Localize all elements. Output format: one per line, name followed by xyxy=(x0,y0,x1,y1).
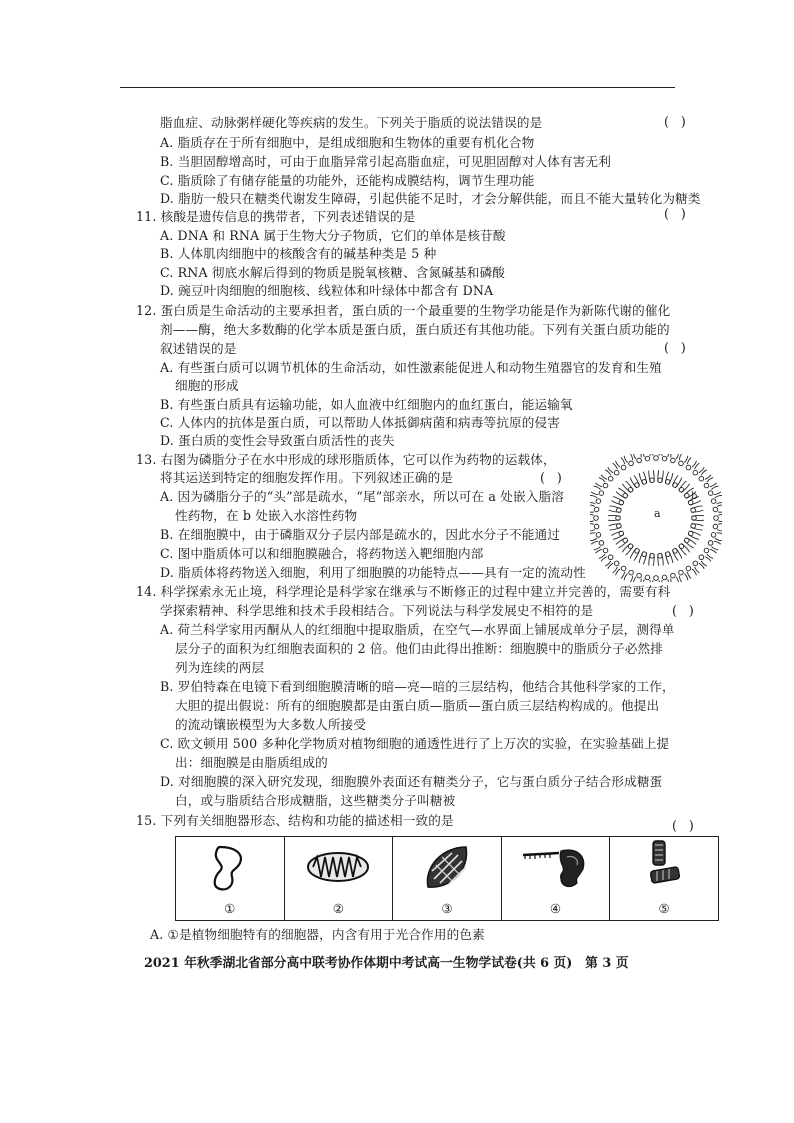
phospholipid-tail xyxy=(630,454,633,460)
phospholipid-head xyxy=(711,533,716,538)
phospholipid-tail xyxy=(671,579,673,582)
phospholipid-tail xyxy=(661,553,663,565)
q10-answer-paren: ( ) xyxy=(664,114,686,129)
phospholipid-tail xyxy=(717,505,722,507)
phospholipid-head xyxy=(645,575,650,580)
phospholipid-tail xyxy=(590,505,595,507)
q15-answer-paren: ( ) xyxy=(672,818,694,833)
phospholipid-tail xyxy=(718,521,722,522)
phospholipid-tail xyxy=(591,492,598,495)
phospholipid-tail xyxy=(668,579,670,582)
centrosome-icon xyxy=(639,839,689,895)
phospholipid-head xyxy=(686,566,691,571)
q14-option-a-cont1: 层分子的面积为红细胞表面积的 2 倍。他们由此得出推断：细胞膜中的脂质分子必然排 xyxy=(175,641,663,656)
q15-stem: 15. 下列有关细胞器形态、结构和功能的描述相一致的是 xyxy=(136,813,454,828)
liposome-diagram xyxy=(590,454,722,582)
phospholipid-head xyxy=(603,483,608,488)
phospholipid-head xyxy=(599,491,604,496)
phospholipid-head xyxy=(699,555,704,560)
phospholipid-head xyxy=(629,461,634,466)
q14-option-b: B. 罗伯特森在电镜下看到细胞膜清晰的暗—亮—暗的三层结构，他结合其他科学家的工作， xyxy=(160,679,675,694)
phospholipid-tail xyxy=(590,495,597,498)
organelle-cell-4 xyxy=(502,837,611,920)
q13-stem-1: 13. 右图为磷脂分子在水中形成的球形脂质体，它可以作为药物的运载体， xyxy=(136,452,556,467)
phospholipid-tail xyxy=(659,580,660,582)
phospholipid-tail xyxy=(662,454,663,456)
phospholipid-tail xyxy=(715,538,722,541)
q14-option-d-cont: 白，或与脂质结合形成糖脂，这些糖类分子叫糖被 xyxy=(175,793,456,808)
phospholipid-head xyxy=(608,476,613,481)
chloroplast-icon xyxy=(422,843,472,893)
phospholipid-tail xyxy=(633,577,636,582)
phospholipid-tail xyxy=(590,501,595,503)
phospholipid-tail xyxy=(639,579,641,582)
phospholipid-tail xyxy=(610,527,622,530)
q13-option-b: B. 在细胞膜中，由于磷脂双分子层内部是疏水的，因此水分子不能通过 xyxy=(160,527,561,542)
phospholipid-head xyxy=(621,465,626,470)
phospholipid-head xyxy=(679,461,684,466)
phospholipid-tail xyxy=(649,580,650,582)
phospholipid-tail xyxy=(710,483,717,487)
q14-option-c-cont: 出：细胞膜是由脂质组成的 xyxy=(175,755,328,770)
phospholipid-tail xyxy=(692,520,704,521)
phospholipid-head xyxy=(645,456,650,461)
q15-option-a: A. ①是植物细胞特有的细胞器，内含有用于光合作用的色素 xyxy=(150,927,485,942)
phospholipid-tail xyxy=(591,541,598,544)
phospholipid-tail xyxy=(624,456,628,463)
phospholipid-tail xyxy=(590,511,594,512)
phospholipid-tail xyxy=(688,534,699,540)
phospholipid-tail xyxy=(590,524,594,525)
phospholipid-tail xyxy=(649,471,651,483)
q11-option-d: D. 豌豆叶肉细胞的细胞核、线粒体和叶绿体中都含有 DNA xyxy=(160,283,494,298)
q12-option-c: C. 人体内的抗体是蛋白质，可以帮助人体抵御病菌和病毒等抗原的侵害 xyxy=(160,415,560,430)
phospholipid-tail xyxy=(590,521,594,522)
phospholipid-tail xyxy=(639,551,643,563)
q12-option-a-cont: 细胞的形成 xyxy=(175,378,239,393)
phospholipid-head xyxy=(711,499,716,504)
phospholipid-tail xyxy=(669,473,673,485)
phospholipid-tail xyxy=(594,486,601,490)
phospholipid-tail xyxy=(610,506,622,509)
phospholipid-tail xyxy=(717,533,722,535)
phospholipid-tail xyxy=(595,549,602,553)
q14-stem-2: 学探索精神、科学思维和技术手段相结合。下列说法与科学发展史不相符的是 xyxy=(160,603,594,618)
q12-answer-paren: ( ) xyxy=(664,340,686,355)
organelle-cell-3 xyxy=(393,837,502,920)
phospholipid-tail xyxy=(711,546,718,550)
phospholipid-tail xyxy=(711,486,718,490)
phospholipid-head xyxy=(699,476,704,481)
phospholipid-head xyxy=(596,533,601,538)
q10-option-d: D. 脂肪一般只在糖类代谢发生障碍，引起供能不足时，才会分解供能，而且不能大量转化为糖类 xyxy=(160,191,701,206)
phospholipid-head xyxy=(662,456,667,461)
phospholipid-head xyxy=(708,491,713,496)
phospholipid-tail xyxy=(649,553,651,565)
phospholipid-tail xyxy=(613,497,624,503)
phospholipid-tail xyxy=(691,527,703,530)
phospholipid-head xyxy=(637,458,642,463)
phospholipid-head xyxy=(594,516,599,521)
phospholipid-tail xyxy=(633,454,636,459)
organelle-table xyxy=(175,836,719,921)
phospholipid-head xyxy=(693,561,698,566)
phospholipid-head xyxy=(662,575,667,580)
phospholipid-tail xyxy=(687,572,691,579)
phospholipid-tail xyxy=(590,533,595,535)
phospholipid-head xyxy=(704,483,709,488)
phospholipid-head xyxy=(596,499,601,504)
q12-option-a: A. 有些蛋白质可以调节机体的生命活动，如性激素能促进人和动物生殖器官的发育和生殖 xyxy=(160,360,662,375)
phospholipid-head xyxy=(608,555,613,560)
q13-option-a: A. 因为磷脂分子的“头”部是疏水，“尾”部亲水，所以可在 a 处嵌入脂溶 xyxy=(160,489,564,504)
mitochondrion-icon xyxy=(305,849,371,889)
page-footer: 2021 年秋季湖北省部分高中联考协作体期中考试高一生物学试卷(共 6 页) 第 3 页 xyxy=(144,956,629,971)
phospholipid-head xyxy=(671,573,676,578)
phospholipid-tail xyxy=(679,454,682,460)
phospholipid-head xyxy=(599,541,604,546)
phospholipid-tail xyxy=(718,514,722,515)
phospholipid-tail xyxy=(608,515,620,516)
phospholipid-tail xyxy=(692,515,704,516)
phospholipid-tail xyxy=(718,511,722,512)
q10-option-b: B. 当胆固醇增高时，可由于血脂异常引起高脂血症，可见胆固醇对人体有害无利 xyxy=(160,154,611,169)
q13-option-d: D. 脂质体将药物送入细胞，利用了细胞膜的功能特点——具有一定的流动性 xyxy=(160,565,586,580)
phospholipid-tail xyxy=(621,572,625,579)
phospholipid-tail xyxy=(668,454,670,457)
q10-option-a: A. 脂质存在于所有细胞中，是组成细胞和生物体的重要有机化合物 xyxy=(160,135,535,150)
phospholipid-head xyxy=(713,524,718,529)
phospholipid-tail xyxy=(718,524,722,525)
phospholipid-head xyxy=(679,570,684,575)
q11-stem: 11. 核酸是遗传信息的携带者，下列表述错误的是 xyxy=(136,209,416,224)
q14-option-c: C. 欧文顿用 500 多种化学物质对植物细胞的通透性进行了上万次的实验，在实验基础上提 xyxy=(160,736,670,751)
q13-stem-2: 将其运送到特定的细胞发挥作用。下列叙述正确的是 xyxy=(160,470,454,485)
phospholipid-head xyxy=(654,576,659,581)
phospholipid-tail xyxy=(669,551,673,563)
phospholipid-tail xyxy=(659,454,660,456)
phospholipid-head xyxy=(686,465,691,470)
phospholipid-tail xyxy=(595,483,602,487)
phospholipid-tail xyxy=(676,577,679,582)
label-b: b xyxy=(691,491,698,502)
phospholipid-tail xyxy=(684,573,688,580)
phospholipid-head xyxy=(603,548,608,553)
phospholipid-head xyxy=(714,516,719,521)
phospholipid-tail xyxy=(714,541,721,544)
q11-answer-paren: ( ) xyxy=(664,206,686,221)
q12-option-d: D. 蛋白质的变性会导致蛋白质活性的丧失 xyxy=(160,433,395,448)
phospholipid-head xyxy=(594,524,599,529)
q11-option-b: B. 人体肌肉细胞中的核酸含有的碱基种类是 5 种 xyxy=(160,246,437,261)
q14-option-a-cont2: 列为连续的两层 xyxy=(175,660,265,675)
q14-stem-1: 14. 科学探索永无止境，科学理论是科学家在继承与不断修正的过程中建立并完善的，需要有科 xyxy=(136,584,671,599)
phospholipid-tail xyxy=(643,454,645,457)
q12-stem-3: 叙述错误的是 xyxy=(160,341,237,356)
q12-stem-2: 剂——酶，绝大多数酶的化学本质是蛋白质，蛋白质还有其他功能。下列有关蛋白质功能的 xyxy=(160,322,670,337)
phospholipid-tail xyxy=(691,506,703,509)
q12-stem-1: 12. 蛋白质是生命活动的主要承担者，蛋白质的一个最重要的生物学功能是作为新陈代谢的催化 xyxy=(136,303,671,318)
phospholipid-head xyxy=(614,470,619,475)
phospholipid-tail xyxy=(590,538,597,541)
organelle-number-1: ① xyxy=(224,901,236,916)
phospholipid-tail xyxy=(590,530,595,532)
phospholipid-tail xyxy=(717,501,722,503)
phospholipid-head xyxy=(704,548,709,553)
phospholipid-tail xyxy=(676,454,679,459)
q10-option-c: C. 脂质除了有储存能量的功能外，还能构成膜结构，调节生理功能 xyxy=(160,173,535,188)
q10-stem-end: 脂血症、动脉粥样硬化等疾病的发生。下列关于脂质的说法错误的是 xyxy=(160,115,543,130)
phospholipid-tail xyxy=(594,546,601,550)
q14-option-a: A. 荷兰科学家用丙酮从人的红细胞中提取脂质，在空气—水界面上铺展成单分子层，测得单 xyxy=(160,622,675,637)
phospholipid-head xyxy=(637,573,642,578)
phospholipid-head xyxy=(693,470,698,475)
golgi-icon xyxy=(521,843,591,893)
phospholipid-tail xyxy=(661,471,663,483)
q14-option-b-cont1: 大胆的提出假说：所有的细胞膜都是由蛋白质—脂质—蛋白质三层结构构成的。他提出 xyxy=(175,698,660,713)
phospholipid-tail xyxy=(715,495,722,498)
phospholipid-tail xyxy=(649,454,650,456)
phospholipid-tail xyxy=(624,573,628,580)
header-rule xyxy=(120,87,675,88)
q12-option-b: B. 有些蛋白质具有运输功能，如人血液中红细胞内的血红蛋白，能运输氧 xyxy=(160,397,573,412)
q13-answer-paren: ( ) xyxy=(540,470,562,485)
phospholipid-tail xyxy=(613,534,624,540)
phospholipid-tail xyxy=(671,454,673,457)
phospholipid-tail xyxy=(684,456,688,463)
phospholipid-tail xyxy=(621,457,625,464)
phospholipid-tail xyxy=(639,473,643,485)
phospholipid-tail xyxy=(717,530,722,532)
phospholipid-head xyxy=(621,566,626,571)
phospholipid-tail xyxy=(652,580,653,582)
phospholipid-head xyxy=(594,507,599,512)
vacuole-icon xyxy=(210,843,250,893)
phospholipid-tail xyxy=(608,520,620,521)
organelle-cell-5 xyxy=(610,837,718,920)
phospholipid-tail xyxy=(590,514,594,515)
phospholipid-tail xyxy=(710,549,717,553)
organelle-number-5: ⑤ xyxy=(658,901,670,916)
phospholipid-tail xyxy=(639,454,641,457)
phospholipid-head xyxy=(671,458,676,463)
q13-option-c: C. 图中脂质体可以和细胞膜融合，将药物送入靶细胞内部 xyxy=(160,546,484,561)
phospholipid-tail xyxy=(679,576,682,582)
q14-option-b-cont2: 的流动镶嵌模型为大多数人所接受 xyxy=(175,717,367,732)
phospholipid-tail xyxy=(630,576,633,582)
organelle-number-4: ④ xyxy=(549,901,562,916)
q13-option-a-cont: 性药物，在 b 处嵌入水溶性药物 xyxy=(175,508,358,523)
phospholipid-tail xyxy=(687,457,691,464)
phospholipid-tail xyxy=(652,454,653,456)
q14-answer-paren: ( ) xyxy=(672,603,694,618)
phospholipid-head xyxy=(614,561,619,566)
phospholipid-tail xyxy=(662,580,663,582)
q11-option-c: C. RNA 彻底水解后得到的物质是脱氧核糖、含氮碱基和磷酸 xyxy=(160,265,505,280)
organelle-number-3: ③ xyxy=(441,901,453,916)
organelle-cell-1 xyxy=(176,837,285,920)
q14-option-d: D. 对细胞膜的深入研究发现，细胞膜外表面还有糖类分子，它与蛋白质分子结合形成糖蛋 xyxy=(160,774,663,789)
phospholipid-head xyxy=(629,570,634,575)
q11-option-a: A. DNA 和 RNA 属于生物大分子物质，它们的单体是核苷酸 xyxy=(160,228,506,243)
phospholipid-tail xyxy=(714,492,721,495)
phospholipid-tail xyxy=(643,579,645,582)
label-a: a xyxy=(654,507,661,520)
phospholipid-head xyxy=(713,507,718,512)
phospholipid-head xyxy=(654,456,659,461)
organelle-cell-2 xyxy=(285,837,394,920)
liposome-figure xyxy=(590,454,722,582)
organelle-number-2: ② xyxy=(332,901,345,916)
phospholipid-head xyxy=(708,541,713,546)
